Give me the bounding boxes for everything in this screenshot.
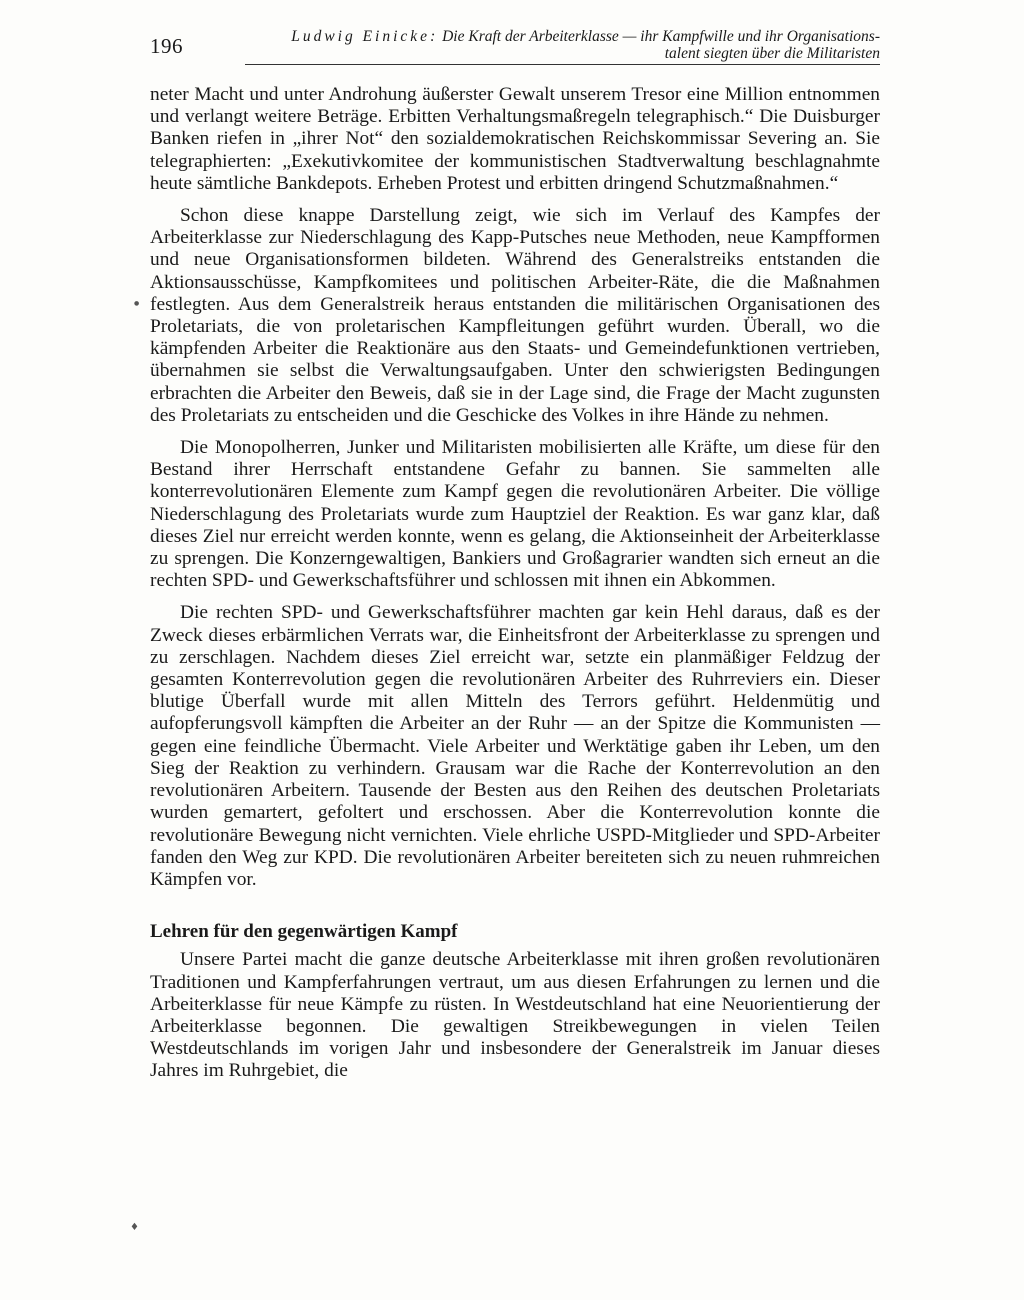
section-paragraph: Unsere Partei macht die ganze deutsche Arbeiterklasse mit ihren großen revolutionären Traditionen und Kampferfahrungen vertraut, um aus diesen Erfahrungen zu lernen und die Arbeiterklasse für neue Kämpfe zu rüsten. In Westdeutschland hat eine Neuorientierung der Arbeiterklasse begonnen. Die gewaltigen Streikbewegungen in vielen Teilen Westdeutschlands im vorigen Jahr und insbesondere der Generalstreik im Januar dieses Jahres im Ruhrgebiet, die [150, 949, 880, 1082]
page-header [150, 28, 880, 62]
paragraph: Schon diese knappe Darstellung zeigt, wie sich im Verlauf des Kampfes der Arbeiterklasse zur Niederschlagung des Kapp-Putsches neue Methoden, neue Kampfformen und neue Organisationsformen bildeten. Während des Generalstreiks entstanden die Aktionsausschüsse, Kampfkomitees und politischen Arbeiter-Räte, die die Maßnahmen festlegten. Aus dem Generalstreik heraus entstanden die militärischen Organisationen des Proletariats, die von proletarischen Kampfleitungen geführt wurden. Überall, wo die kämpfenden Arbeiter die Reaktionäre aus den Staats- und Gemeindefunktionen vertrieben, übernahmen sie selbst die Verwaltungsaufgaben. Unter den schwierigsten Bedingungen erbrachten die Arbeiter den Beweis, daß sie in der Lage sind, die Frage der Macht zugunsten des Proletariats zu entscheiden und die Geschicke des Volkes in ihre Hände zu nehmen. [150, 205, 880, 426]
header-rule [245, 64, 880, 65]
page-number: 196 [150, 34, 183, 58]
section-heading: Lehren für den gegenwärtigen Kampf [150, 921, 458, 943]
paragraph: Die Monopolherren, Junker und Militaristen mobilisierten alle Kräfte, um diese für den Bestand ihrer Herrschaft entstandene Gefahr zu bannen. Sie sammelten alle konterrevolutionären Elemente zum Kampf gegen die revolutionären Arbeiter. Die völlige Niederschlagung des Proletariats wurde zum Hauptziel der Reaktion. Es war ganz klar, daß dieses Ziel nur erreicht werden konnte, wenn es gelang, die Aktionseinheit der Arbeiterklasse zu sprengen. Die Konzerngewaltigen, Bankiers und Großagrarier wandten sich erneut an die rechten SPD- und Gewerkschaftsführer und schlossen mit ihnen ein Abkommen. [150, 437, 880, 592]
paragraph-continued: neter Macht und unter Androhung äußerster Gewalt unserem Tresor eine Million entnommen und verlangt weitere Beträge. Erbitten Verhaltungsmaßregeln telegraphisch.“ Die Duisburger Banken riefen in „ihrer Not“ den sozialdemokratischen Reichskommissar Severing an. Sie telegraphierten: „Exekutivkomitee der kommunistischen Stadtverwaltung beschlagnahmte heute sämtliche Bankdepots. Erheben Protest und erbitten dringend Schutzmaßnahmen.“ [150, 84, 880, 194]
running-head-title-line2: talent siegten über die Militaristen [664, 45, 880, 62]
running-head [240, 28, 880, 62]
ink-speck: ● [134, 300, 140, 307]
running-head-title-line1: Die Kraft der Arbeiterklasse — ihr Kampfwille und ihr Organisations- [442, 28, 880, 45]
running-head-author: Ludwig Einicke: [291, 28, 439, 45]
ink-speck: ♦ [130, 1222, 139, 1233]
paragraph: Die rechten SPD- und Gewerkschaftsführer machten gar kein Hehl daraus, daß es der Zweck dieses erbärmlichen Verrats war, die Einheitsfront der Arbeiterklasse zu sprengen und zu zerschlagen. Nachdem dieses Ziel erreicht war, setzte ein planmäßiger Feldzug der gesamten Konterrevolution gegen die revolutionären Arbeiter des Ruhrreviers ein. Dieser blutige Überfall wurde mit allen Mitteln des Terrors geführt. Heldenmütig und aufopferungsvoll kämpften die Arbeiter an der Ruhr — an der Spitze die Kommunisten — gegen eine feindliche Übermacht. Viele Arbeiter und Werktätige gaben ihr Leben, um den Sieg der Reaktion zu verhindern. Grausam war die Rache der Konterrevolution an den revolutionären Arbeitern. Tausende der Besten aus den Reihen des deutschen Proletariats wurden gemartert, gefoltert und erschossen. Aber die Konterrevolution konnte die revolutionäre Bewegung nicht vernichten. Viele ehrliche USPD-Mitglieder und SPD-Arbeiter fanden den Weg zur KPD. Die revolutionären Arbeiter bereiteten sich zu neuen ruhmreichen Kämpfen vor. [150, 602, 880, 890]
body-text [150, 84, 880, 1093]
